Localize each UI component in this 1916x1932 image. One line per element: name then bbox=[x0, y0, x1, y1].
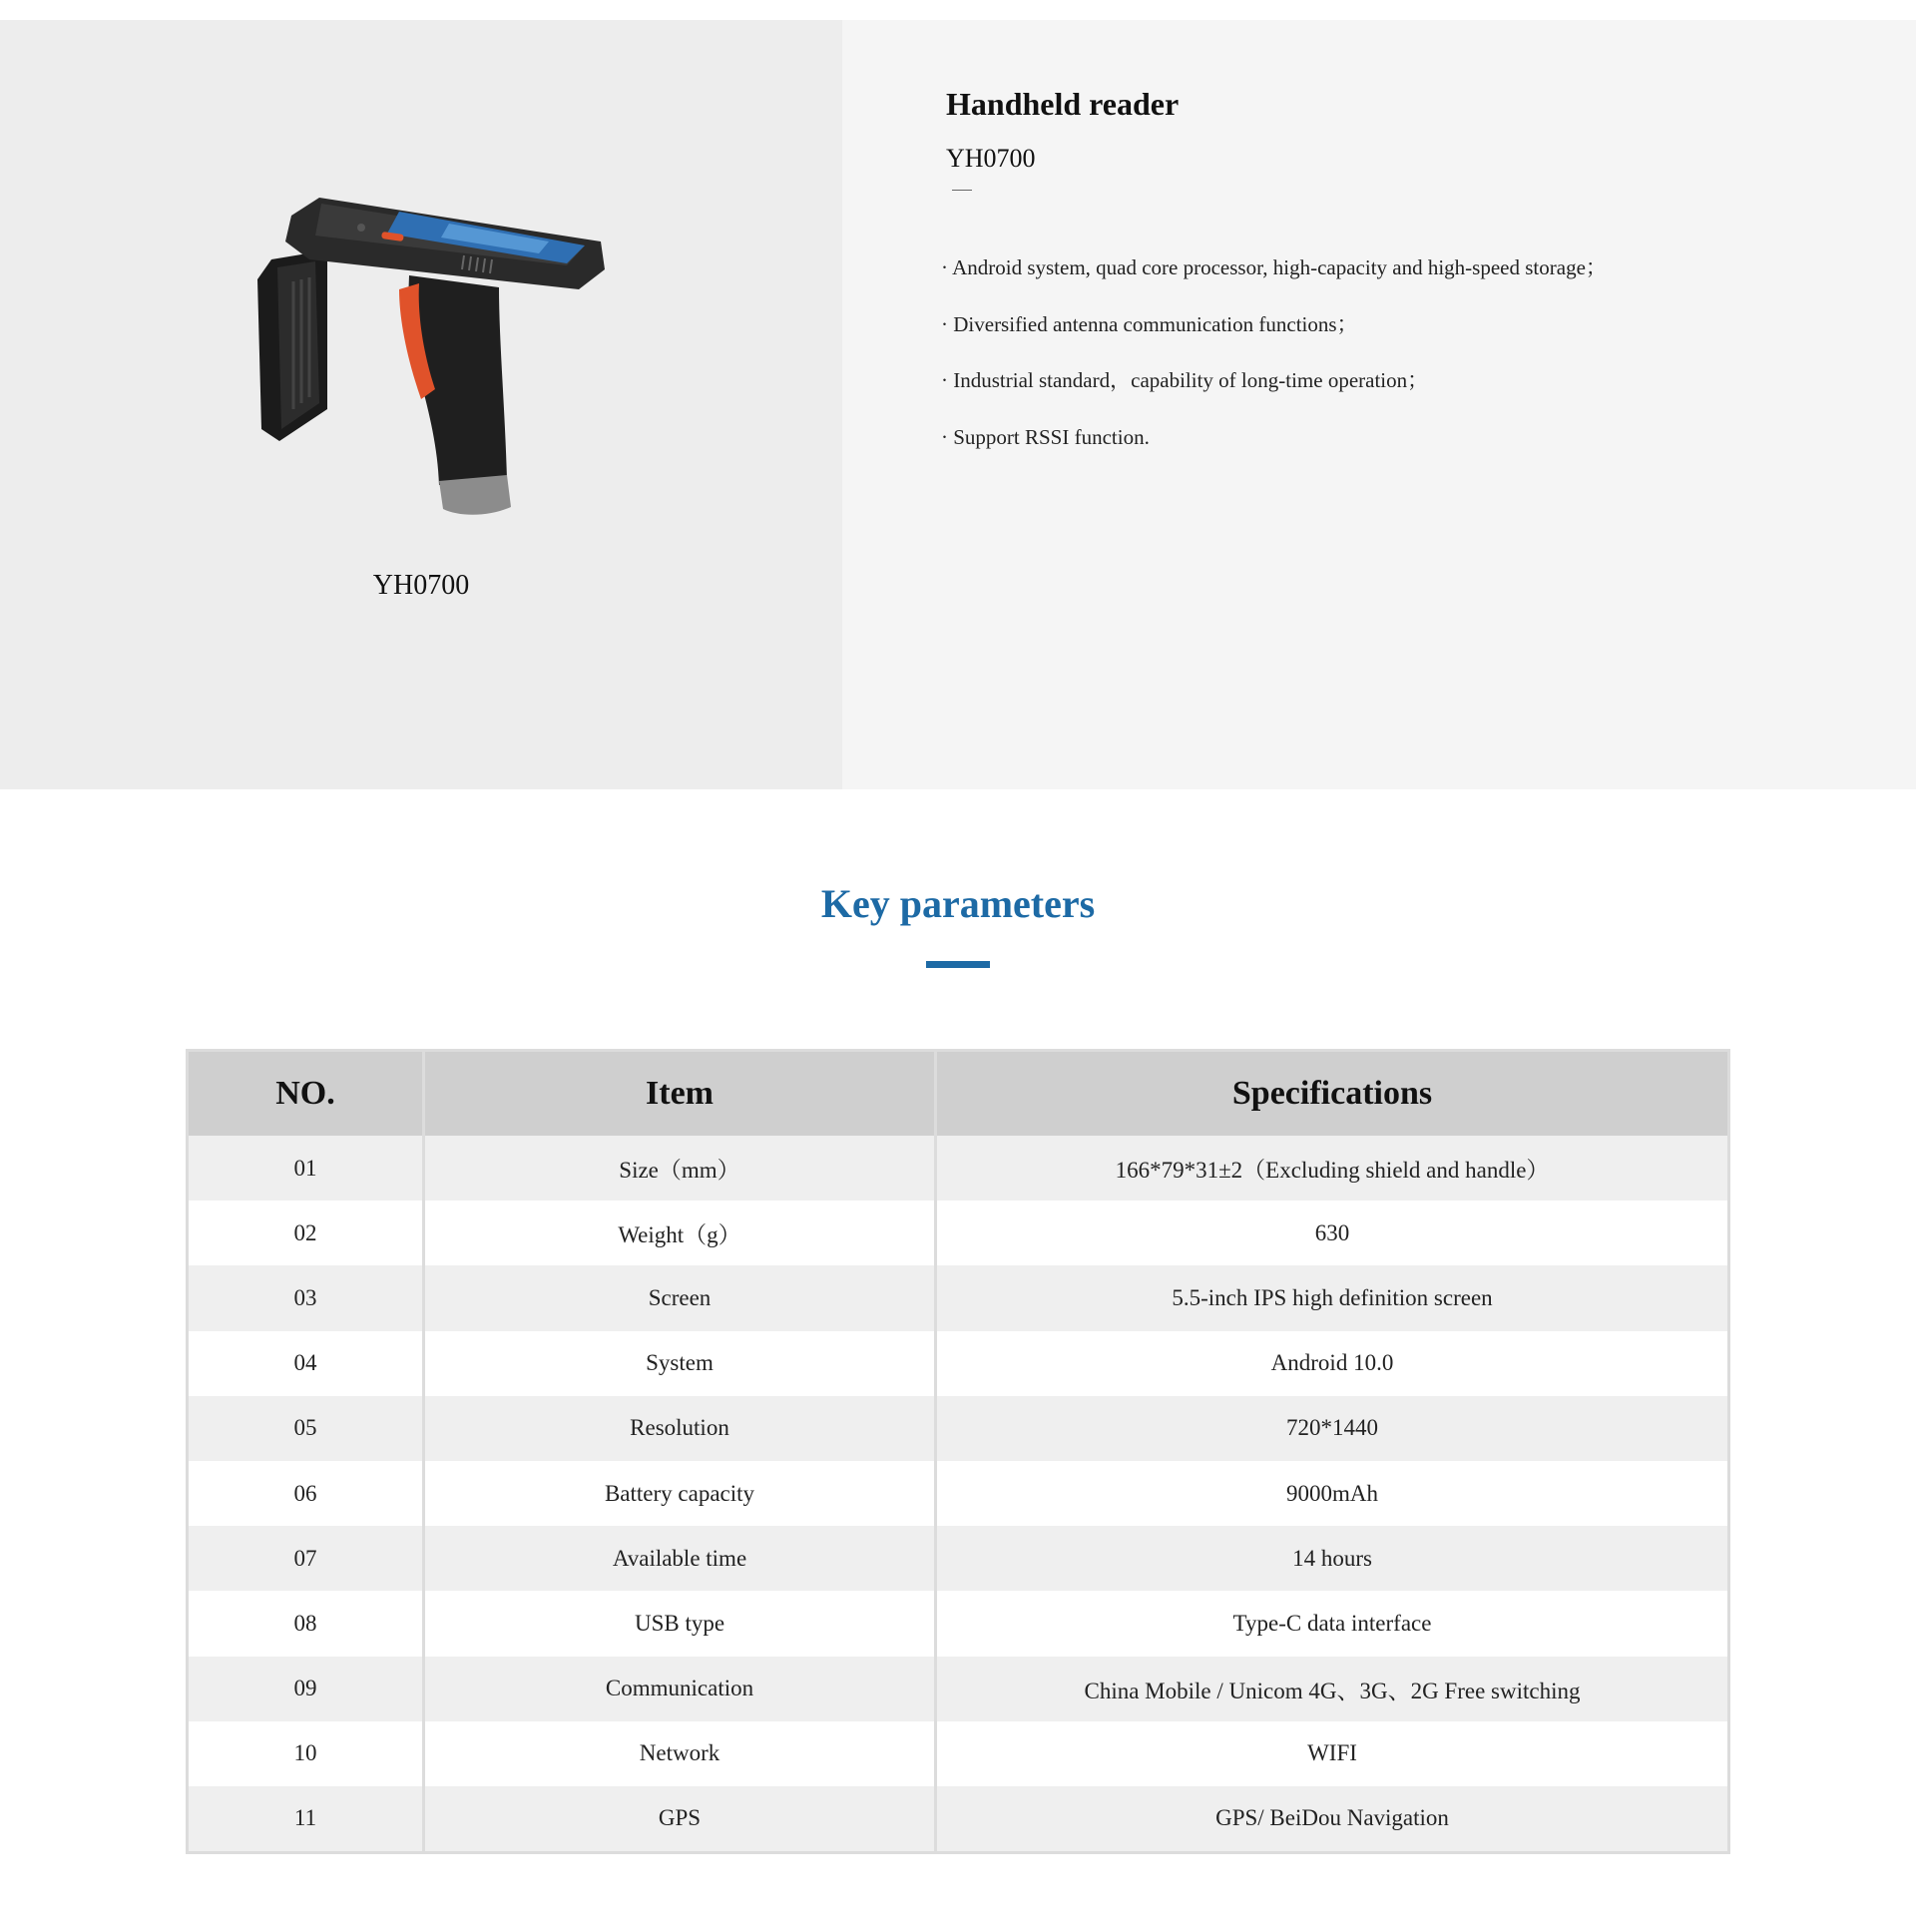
table-row bbox=[188, 1265, 1729, 1330]
row-spec: 9000mAh bbox=[936, 1461, 1729, 1526]
product-image-panel bbox=[0, 20, 842, 789]
table-row bbox=[188, 1721, 1729, 1786]
parameters-table bbox=[186, 1049, 1730, 1854]
column-header-specifications: Specifications bbox=[936, 1051, 1729, 1137]
row-spec: 630 bbox=[936, 1201, 1729, 1265]
column-header-no: NO. bbox=[188, 1051, 424, 1137]
table-row bbox=[188, 1786, 1729, 1853]
row-spec: Android 10.0 bbox=[936, 1331, 1729, 1396]
table-header-row bbox=[188, 1051, 1729, 1137]
feature-item: · Android system, quad core processor, high-capacity and high-speed storage； bbox=[941, 255, 1607, 279]
feature-item: · Support RSSI function. bbox=[941, 424, 1150, 449]
column-header-item: Item bbox=[424, 1051, 936, 1137]
row-number: 11 bbox=[188, 1786, 424, 1853]
table-row bbox=[188, 1136, 1729, 1201]
row-spec: 5.5-inch IPS high definition screen bbox=[936, 1265, 1729, 1330]
row-item: USB type bbox=[424, 1591, 936, 1656]
row-number: 09 bbox=[188, 1657, 424, 1721]
section-title: Key parameters bbox=[820, 881, 1096, 926]
row-item: GPS bbox=[424, 1786, 936, 1853]
row-item: Weight（g） bbox=[424, 1201, 936, 1265]
row-number: 08 bbox=[188, 1591, 424, 1656]
table-row bbox=[188, 1591, 1729, 1656]
table-row bbox=[188, 1461, 1729, 1526]
row-spec: WIFI bbox=[936, 1721, 1729, 1786]
row-item: Communication bbox=[424, 1657, 936, 1721]
row-spec: GPS/ BeiDou Navigation bbox=[936, 1786, 1729, 1853]
row-item: Size（mm） bbox=[424, 1136, 936, 1201]
product-caption: YH0700 bbox=[372, 570, 470, 601]
row-number: 03 bbox=[188, 1265, 424, 1330]
feature-item: · Industrial standard，capability of long-time operation； bbox=[941, 368, 1429, 393]
row-number: 04 bbox=[188, 1331, 424, 1396]
divider-dash bbox=[952, 190, 972, 191]
row-item: System bbox=[424, 1331, 936, 1396]
row-number: 07 bbox=[188, 1526, 424, 1591]
row-spec: China Mobile / Unicom 4G、3G、2G Free switching bbox=[936, 1657, 1729, 1721]
table-row bbox=[188, 1526, 1729, 1591]
table-row bbox=[188, 1396, 1729, 1461]
row-number: 01 bbox=[188, 1136, 424, 1201]
section-title-underline bbox=[926, 961, 990, 968]
row-number: 05 bbox=[188, 1396, 424, 1461]
row-spec: 166*79*31±2（Excluding shield and handle） bbox=[936, 1136, 1729, 1201]
row-item: Available time bbox=[424, 1526, 936, 1591]
row-spec: Type-C data interface bbox=[936, 1591, 1729, 1656]
row-item: Resolution bbox=[424, 1396, 936, 1461]
table-row bbox=[188, 1331, 1729, 1396]
row-item: Battery capacity bbox=[424, 1461, 936, 1526]
row-spec: 720*1440 bbox=[936, 1396, 1729, 1461]
table-row bbox=[188, 1657, 1729, 1721]
product-model: YH0700 bbox=[946, 144, 1036, 173]
row-number: 06 bbox=[188, 1461, 424, 1526]
feature-item: · Diversified antenna communication functions； bbox=[941, 311, 1358, 336]
handheld-reader-image bbox=[249, 190, 619, 529]
feature-list bbox=[941, 249, 1607, 475]
product-title: Handheld reader bbox=[946, 86, 1180, 122]
table-row bbox=[188, 1201, 1729, 1265]
row-number: 02 bbox=[188, 1201, 424, 1265]
row-item: Network bbox=[424, 1721, 936, 1786]
row-item: Screen bbox=[424, 1265, 936, 1330]
row-spec: 14 hours bbox=[936, 1526, 1729, 1591]
row-number: 10 bbox=[188, 1721, 424, 1786]
